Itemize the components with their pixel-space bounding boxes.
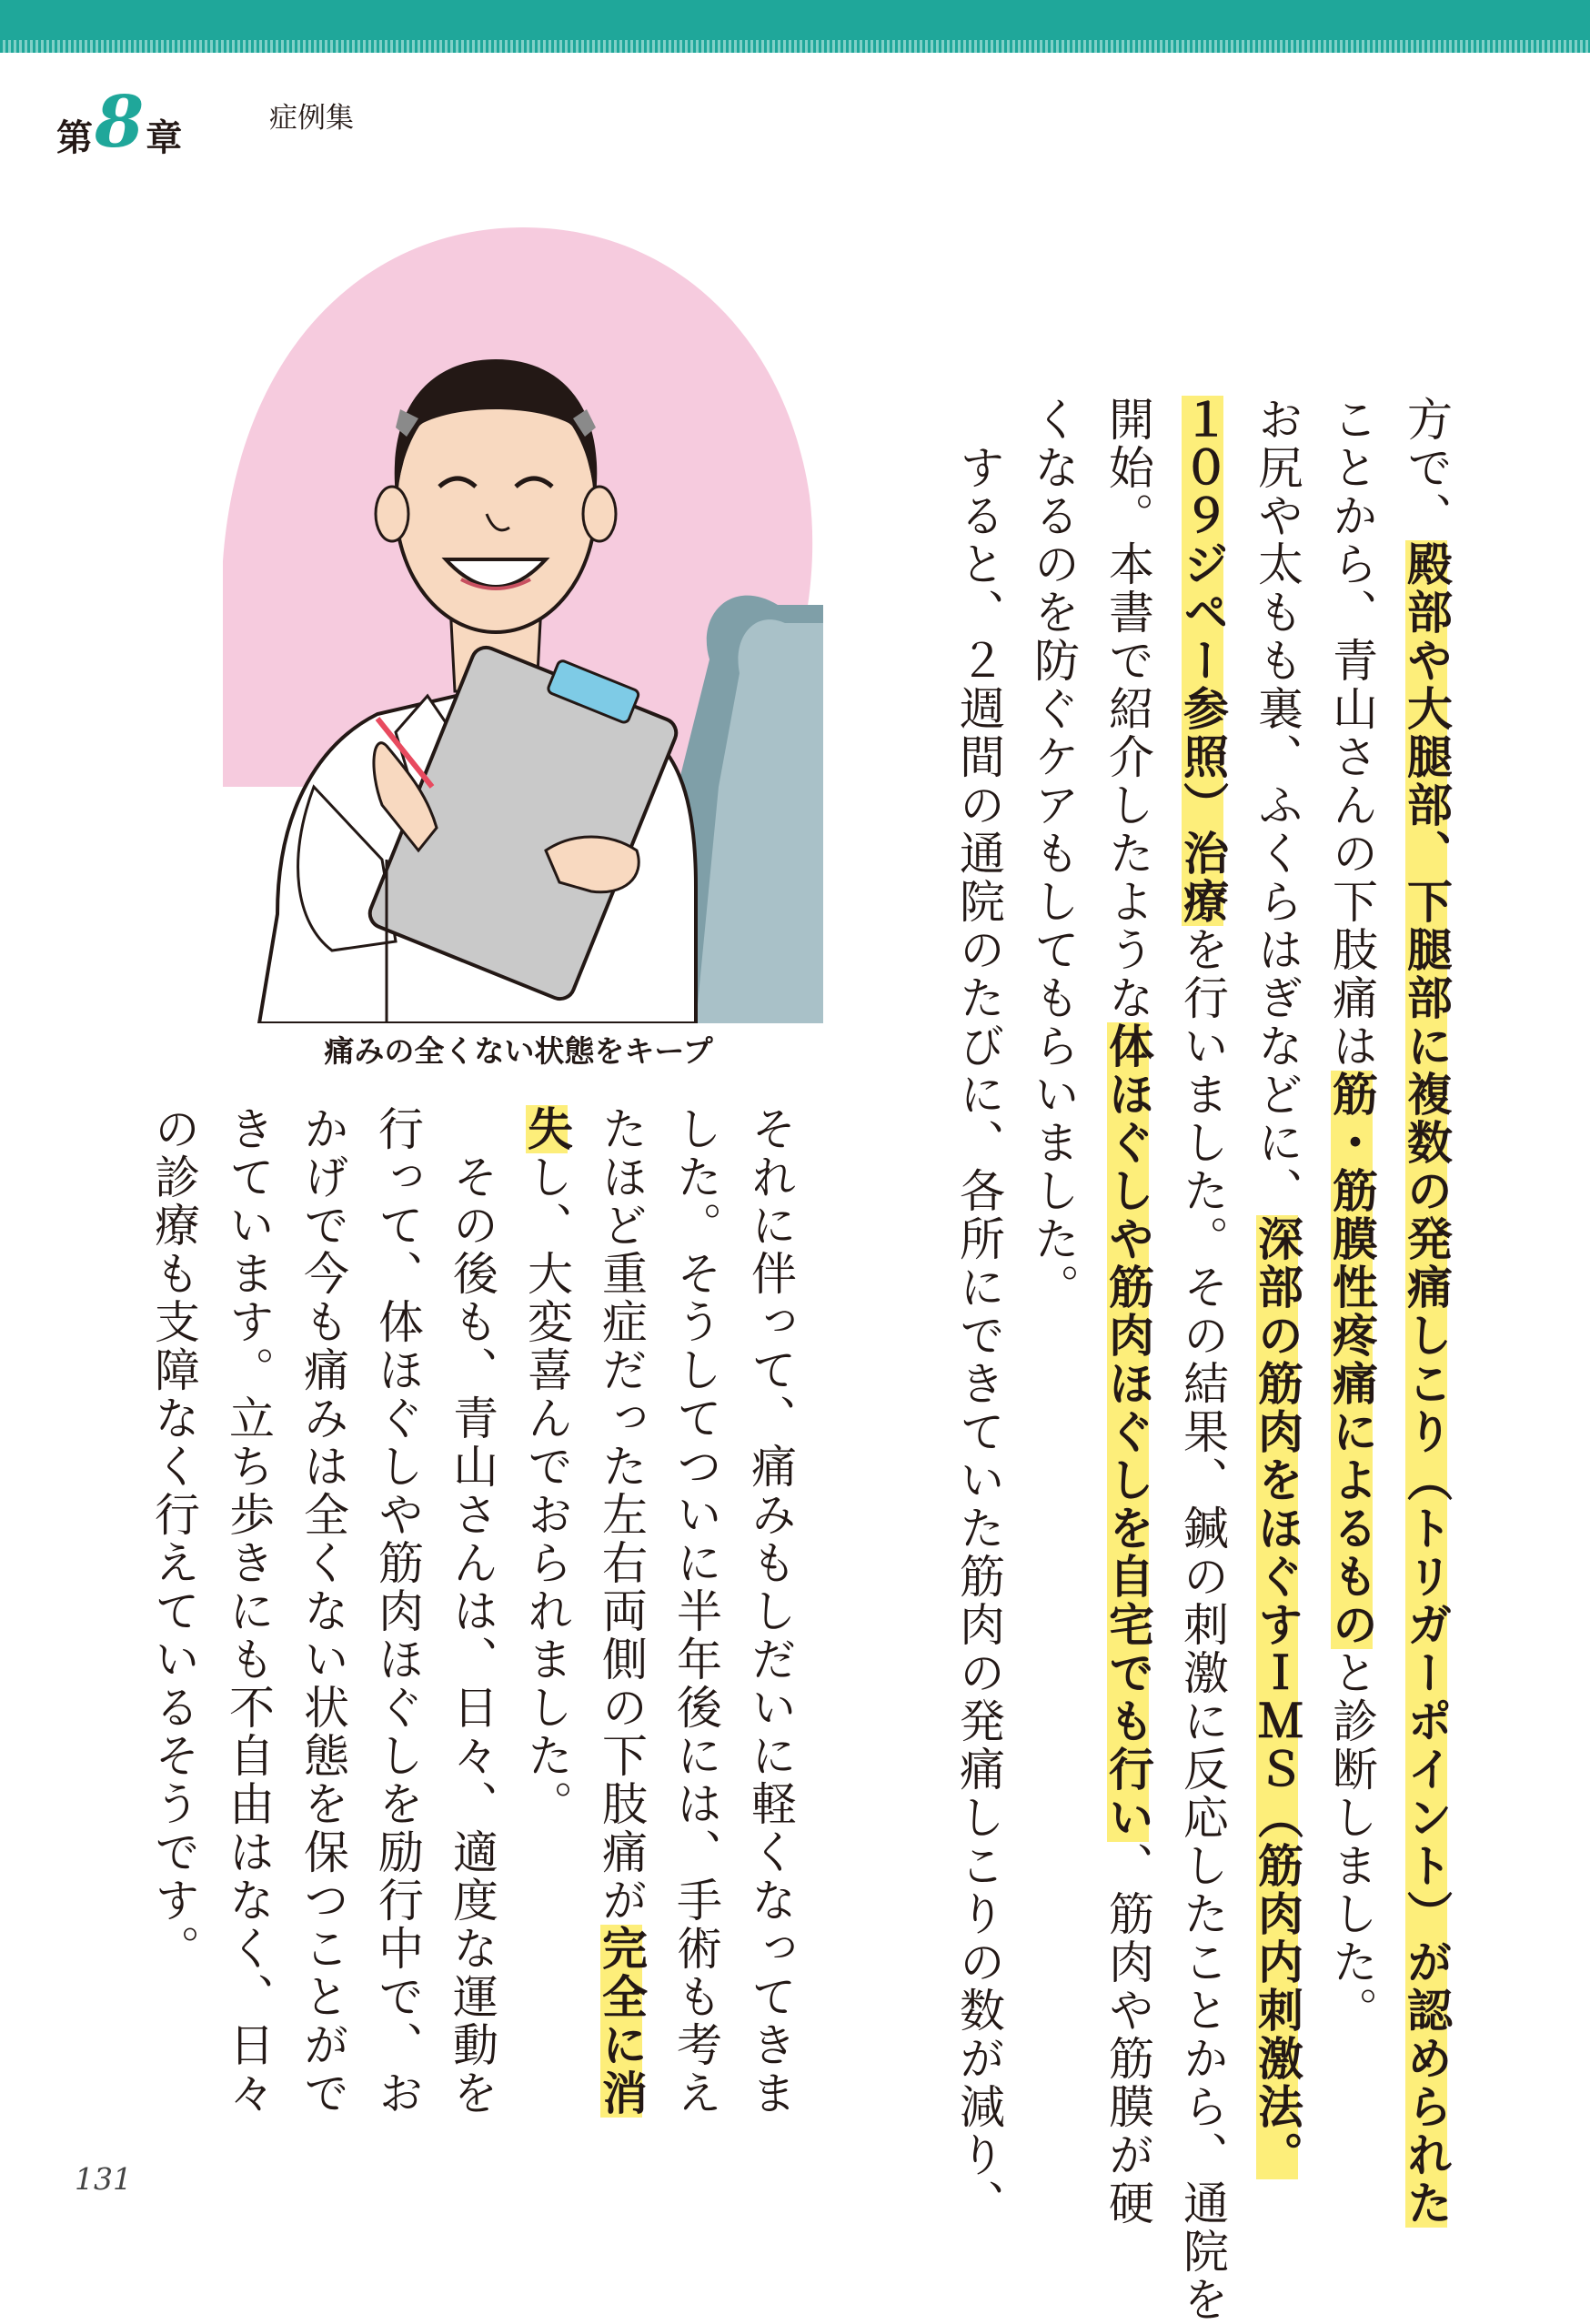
- text-segment: の診療も支障なく行えているそうです。: [147, 1105, 200, 1973]
- body-text-upper: [941, 396, 1464, 2324]
- text-segment: かげで今も痛みは全くない状態を保つことがで: [297, 1105, 349, 2118]
- text-line: [659, 1105, 733, 2118]
- text-segment: それに伴って、痛みもしだいに軽くなってきま: [744, 1105, 797, 2118]
- text-line: [360, 1105, 435, 2118]
- highlighted-text: 体ほぐしや筋肉ほぐしを自宅でも行い: [1102, 1022, 1154, 1842]
- illustration-caption: 痛みの全くない状態をキープ: [324, 1033, 713, 1069]
- highlighted-text: 失: [520, 1105, 573, 1153]
- text-line: [136, 1105, 211, 1973]
- body-text-lower: [136, 1105, 808, 2118]
- top-decorative-band: [0, 0, 1590, 53]
- text-segment: した。そうしてついに半年後には、手術も考え: [669, 1105, 722, 2118]
- text-line: [1240, 396, 1314, 2179]
- text-line: [211, 1105, 286, 2118]
- text-segment: すると、２週間の通院のたびに、各所にできていた筋肉の発痛しこりの数が減り、: [952, 396, 1005, 2228]
- text-segment: たほど重症だった左右両側の下肢痛が: [595, 1105, 648, 1925]
- chapter-title: 症例集: [269, 102, 354, 135]
- text-segment: 行って、体ほぐしや筋肉ほぐしを励行中で、お: [371, 1105, 424, 2118]
- text-line: [941, 396, 1016, 2228]
- text-segment: 、筋肉や筋膜が硬: [1102, 1842, 1154, 2228]
- chapter-suffix: 章: [146, 117, 183, 159]
- text-segment: 方で、: [1400, 396, 1453, 540]
- text-segment: を行いました。その結果、鍼の刺激に反応したことから、通院を: [1176, 926, 1229, 2324]
- text-line: [733, 1105, 808, 2118]
- text-segment: きています。立ち歩きにも不自由はなく、日々: [222, 1105, 275, 2118]
- text-line: [509, 1105, 584, 1833]
- doctor-with-clipboard-illustration: [223, 223, 823, 1023]
- highlighted-text: 完全に消: [595, 1925, 648, 2118]
- chapter-label: [56, 80, 183, 164]
- text-segment: と診断しました。: [1325, 1649, 1378, 2035]
- text-line: [1165, 396, 1240, 2324]
- highlighted-text: 深部の筋肉をほぐすＩＭＳ（筋肉内刺激法。: [1251, 1215, 1303, 2179]
- text-segment: お尻や太もも裏、ふくらはぎなどに、: [1251, 396, 1303, 1215]
- highlighted-text: 殿部や大腿部、下腿部に複数の発痛しこり（トリガーポイント）が認められた: [1400, 540, 1453, 2228]
- text-line: [1389, 396, 1464, 2228]
- page-number: 131: [75, 2161, 132, 2197]
- text-segment: ことから、青山さんの下肢痛は: [1325, 396, 1378, 1071]
- text-line: [1314, 396, 1389, 2035]
- highlighted-text: １０９ジペー参照）治療: [1176, 396, 1229, 926]
- chapter-number: 8: [95, 80, 145, 164]
- text-line: [286, 1105, 360, 2118]
- text-segment: 開始。本書で紹介したような: [1102, 396, 1154, 1022]
- text-line: [584, 1105, 659, 2118]
- text-line: [1016, 396, 1091, 1833]
- text-line: [1091, 396, 1165, 2228]
- chapter-prefix: 第: [56, 117, 93, 159]
- text-segment: その後も、青山さんは、日々、適度な運動を: [446, 1105, 498, 2118]
- text-line: [435, 1105, 509, 2118]
- text-segment: し、大変喜んでおられました。: [520, 1153, 573, 1828]
- text-segment: くなるのを防ぐケアもしてもらいました。: [1027, 396, 1080, 1312]
- highlighted-text: 筋・筋膜性疼痛によるもの: [1325, 1071, 1378, 1649]
